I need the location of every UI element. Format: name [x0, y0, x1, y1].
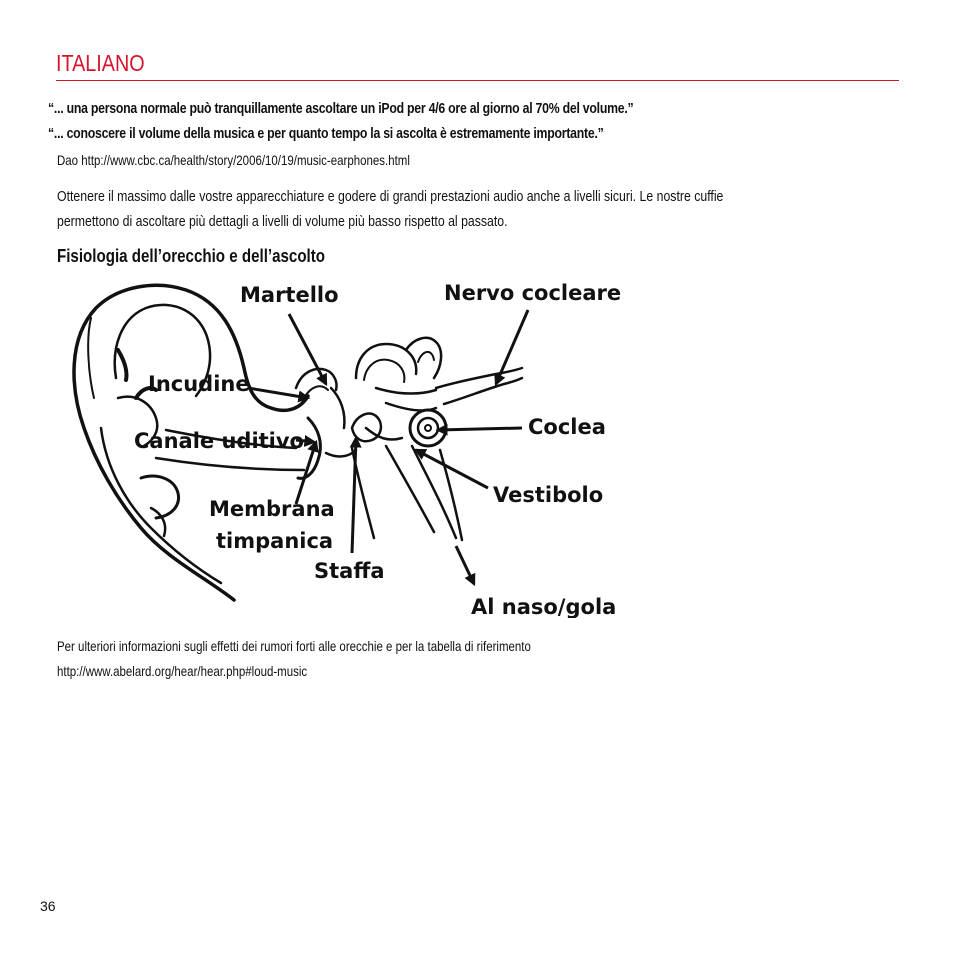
source-link[interactable]: Dao http://www.cbc.ca/health/story/2006/10/19/music-earphones.html: [57, 152, 410, 168]
label-martello: Martello: [240, 283, 339, 307]
leader-coclea: [438, 428, 522, 430]
footer-link[interactable]: http://www.abelard.org/hear/hear.php#loud-music: [57, 663, 308, 679]
label-coclea: Coclea: [528, 415, 606, 439]
label-naso-gola: Al naso/gola: [471, 595, 617, 618]
label-nervo-cocleare: Nervo cocleare: [444, 281, 622, 305]
leader-naso: [456, 546, 474, 584]
language-heading: ITALIANO: [56, 50, 145, 76]
footer-note: [57, 634, 531, 684]
ear-anatomy-diagram: [56, 278, 626, 618]
label-canale-uditivo: Canale uditivo: [134, 429, 304, 453]
footer-line-1: Per ulteriori informazioni sugli effetti dei rumori forti alle orecchie e per la tabella di riferimento: [57, 638, 531, 654]
intro-line-1: Ottenere il massimo dalle vostre apparecchiature e godere di grandi prestazioni audio anche a livelli sicuri. Le nostre cuffie: [57, 188, 724, 205]
diagram-labels: [134, 281, 621, 618]
title-rule: [56, 80, 899, 81]
quote-2: “... conoscere il volume della musica e per quanto tempo la si ascolta è estremamente importante.”: [48, 125, 604, 142]
label-membrana: Membrana: [209, 497, 335, 521]
intro-paragraph: [57, 184, 844, 234]
leader-vestibolo: [416, 450, 488, 488]
label-staffa: Staffa: [314, 559, 385, 583]
label-vestibolo: Vestibolo: [493, 483, 604, 507]
quote-1: “... una persona normale può tranquillamente ascoltare un iPod per 4/6 ore al giorno al 70% del volume.”: [48, 100, 634, 117]
intro-line-2: permettono di ascoltare più dettagli a livelli di volume più basso rispetto al passato.: [57, 213, 508, 230]
page-number: 36: [40, 898, 56, 914]
label-timpanica: timpanica: [216, 529, 334, 553]
leader-incudine: [248, 388, 308, 398]
section-heading: Fisiologia dell’orecchio e dell’ascolto: [57, 246, 326, 266]
leader-nervo: [496, 310, 528, 384]
label-incudine: Incudine: [148, 372, 250, 396]
